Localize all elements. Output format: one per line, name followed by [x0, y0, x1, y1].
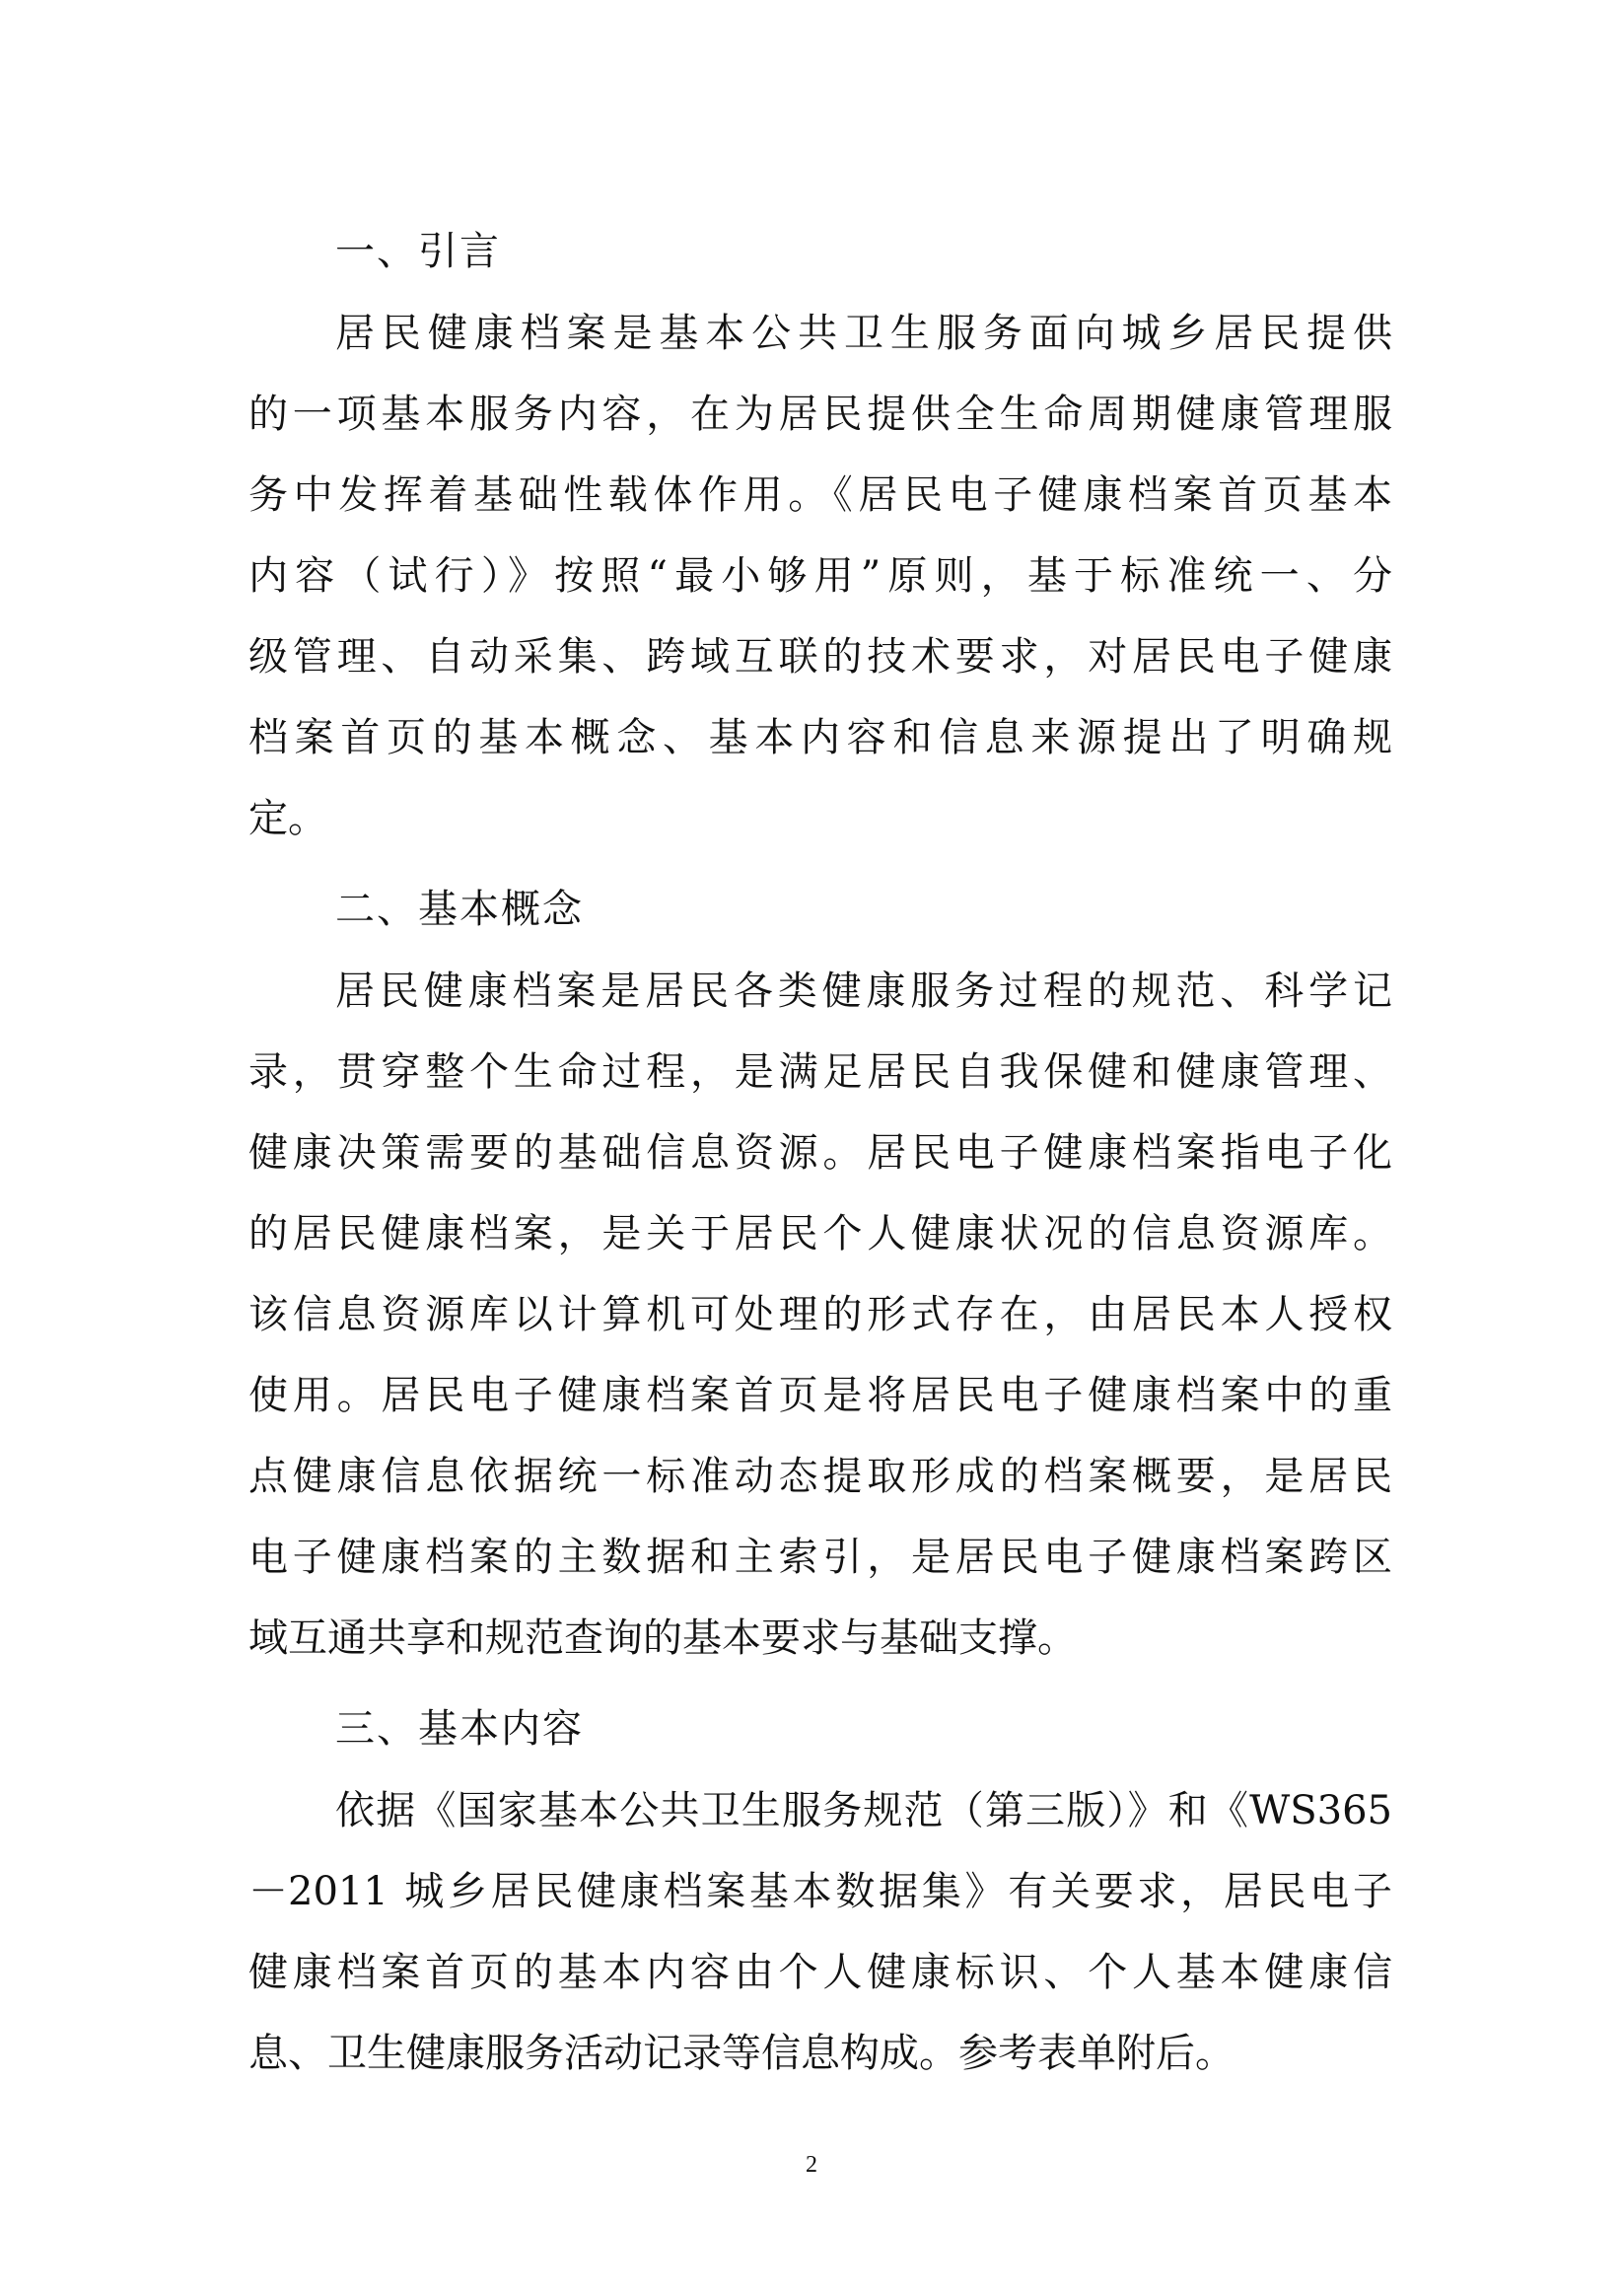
paragraph-line: 使用。居民电子健康档案首页是将居民电子健康档案中的重	[248, 1373, 1392, 1418]
paragraph-line: 务中发挥着基础性载体作用。《居民电子健康档案首页基本	[248, 472, 1392, 518]
paragraph-line: 居民健康档案是基本公共卫生服务面向城乡居民提供	[335, 311, 1392, 356]
paragraph-line: 该信息资源库以计算机可处理的形式存在，由居民本人授权	[248, 1292, 1392, 1337]
paragraph-line: 健康决策需要的基础信息资源。居民电子健康档案指电子化	[248, 1130, 1392, 1176]
paragraph-line: 定。	[248, 796, 327, 841]
paragraph-line: 息、卫生健康服务活动记录等信息构成。参考表单附后。	[248, 2031, 1235, 2076]
paragraph-line: 级管理、自动采集、跨域互联的技术要求，对居民电子健康	[248, 634, 1392, 680]
paragraph-line: －2011 城乡居民健康档案基本数据集》有关要求，居民电子	[248, 1869, 1392, 1914]
paragraph-line: 录，贯穿整个生命过程，是满足居民自我保健和健康管理、	[248, 1049, 1392, 1095]
page-number: 2	[806, 2152, 817, 2178]
paragraph-line: 域互通共享和规范查询的基本要求与基础支撑。	[248, 1615, 1077, 1661]
paragraph-line: 居民健康档案是居民各类健康服务过程的规范、科学记	[335, 969, 1392, 1014]
paragraph-line: 依据《国家基本公共卫生服务规范（第三版）》和《WS365	[335, 1788, 1392, 1833]
section-heading-introduction: 一、引言	[335, 229, 501, 274]
paragraph-line: 的居民健康档案，是关于居民个人健康状况的信息资源库。	[248, 1211, 1392, 1256]
paragraph-line: 电子健康档案的主数据和主索引，是居民电子健康档案跨区	[248, 1535, 1392, 1580]
paragraph-line: 内容（试行）》按照“最小够用”原则，基于标准统一、分	[248, 553, 1392, 599]
paragraph-line: 点健康信息依据统一标准动态提取形成的档案概要，是居民	[248, 1454, 1392, 1499]
paragraph-line: 健康档案首页的基本内容由个人健康标识、个人基本健康信	[248, 1950, 1392, 1995]
section-heading-basic-content: 三、基本内容	[335, 1706, 584, 1752]
paragraph-line: 档案首页的基本概念、基本内容和信息来源提出了明确规	[248, 715, 1392, 760]
section-heading-basic-concepts: 二、基本概念	[335, 887, 584, 932]
paragraph-line: 的一项基本服务内容，在为居民提供全生命周期健康管理服	[248, 392, 1392, 437]
